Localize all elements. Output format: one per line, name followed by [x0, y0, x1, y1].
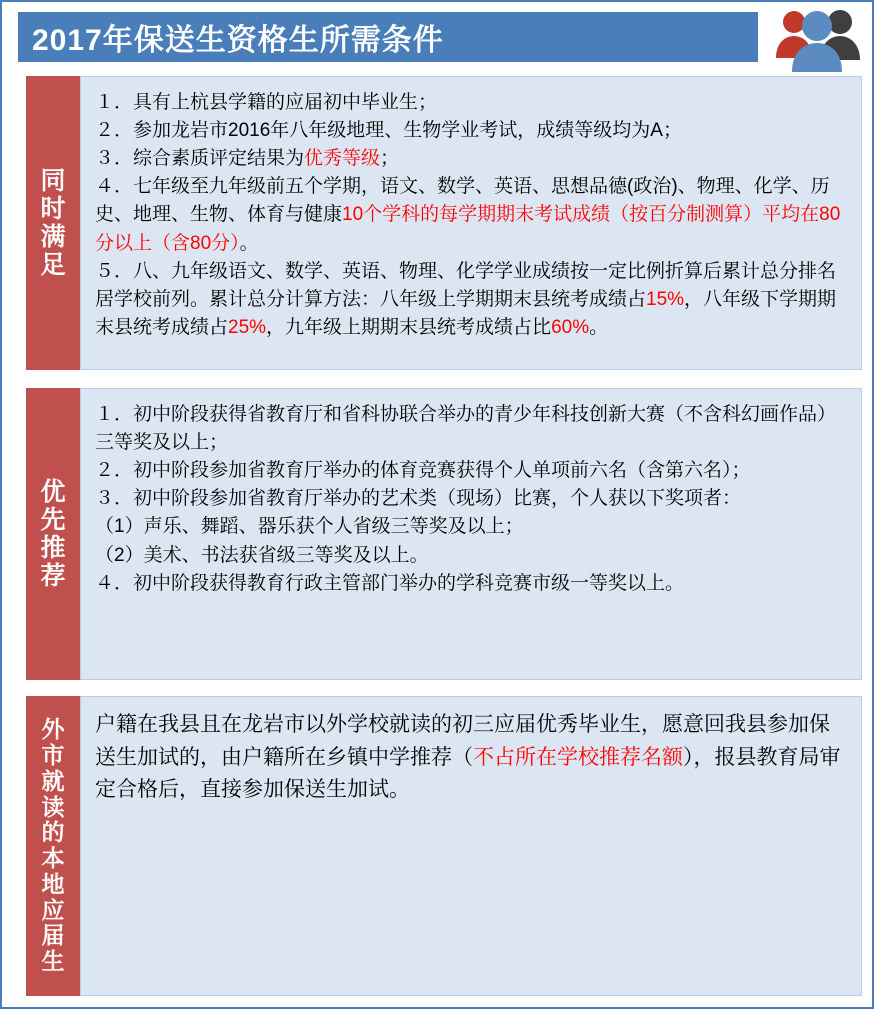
- tab-char: 荐: [40, 562, 66, 590]
- section-tab-label-3: [26, 696, 80, 996]
- highlighted-text: 25%: [228, 316, 267, 338]
- text-run: （2）美术、书法获省级三等奖及以上。: [95, 544, 429, 566]
- text-run: ；: [380, 148, 400, 170]
- tab-char: 应: [41, 896, 65, 923]
- requirement-item: [95, 457, 847, 485]
- text-run: 户籍在我县且在龙岩市以外学校就读的初三应届优秀毕业生，愿意回我县参加保送生加试的，由户籍所在乡镇中学推荐（: [95, 713, 830, 769]
- page-title: 2017年保送生资格生所需条件: [32, 24, 444, 57]
- requirement-item: [95, 258, 847, 342]
- requirement-item: [95, 173, 847, 257]
- text-run: １．具有上杭县学籍的应届初中毕业生；: [95, 92, 438, 113]
- text-run: ，九年级上期期末县统考成绩占比: [266, 316, 552, 338]
- text-run: ３．综合素质评定结果为: [95, 148, 305, 170]
- tab-char: 本: [41, 845, 65, 871]
- section-body-2: [80, 388, 862, 680]
- highlighted-text: 不占所在学校推荐名额: [473, 745, 683, 769]
- requirement-item: [95, 709, 847, 807]
- requirement-item: [95, 117, 847, 145]
- requirement-item: [95, 485, 847, 513]
- text-run: ３．初中阶段参加省教育厅举办的艺术类（现场）比赛，个人获以下奖项者：: [95, 488, 742, 510]
- text-run: 。: [589, 316, 609, 338]
- tab-char: 读: [41, 793, 65, 820]
- tab-char: 优: [40, 478, 66, 506]
- section-out-of-city-students: [26, 696, 862, 996]
- people-avatar-icon: [768, 2, 864, 74]
- tab-char: 地: [41, 870, 65, 897]
- tab-char: 足: [40, 251, 66, 279]
- text-run: ５．八、九年级语文、数学、英语、物理、化学学业成绩按一定比例折算后累计总分排名居学校前列。累计总分计算方法：八年级上学期期末县统考成绩占: [95, 260, 837, 310]
- text-run: ４．初中阶段获得教育行政主管部门举办的学科竞赛市级一等奖以上。: [95, 572, 685, 594]
- requirement-item: [95, 89, 847, 117]
- highlighted-text: 60%: [551, 316, 590, 338]
- requirement-item: [95, 401, 847, 457]
- tab-char: 就: [41, 767, 65, 794]
- section-body-3: [80, 696, 862, 996]
- tab-char: 满: [40, 223, 66, 251]
- section-tab-label-2: [26, 388, 80, 680]
- page-header-bar: [18, 12, 758, 62]
- text-run: ，八年级下学期期末县统考成绩占: [95, 288, 837, 338]
- highlighted-text: 15%: [646, 288, 685, 310]
- requirement-item: [95, 145, 847, 173]
- tab-char: 生: [41, 948, 65, 974]
- highlighted-text: 优秀等级: [304, 148, 381, 170]
- section-tab-label-1: [26, 76, 80, 370]
- text-run: 。: [239, 232, 259, 254]
- tab-char: 推: [40, 534, 66, 562]
- text-run: ４．七年级至九年级前五个学期，语文、数学、英语、思想品德(政治)、物理、化学、历史、地理、生物、体育与健康: [95, 176, 830, 226]
- text-run: ２．参加龙岩市2016年八年级地理、生物学业考试，成绩等级均为A；: [95, 120, 682, 142]
- requirement-item: [95, 570, 847, 598]
- tab-char: 时: [40, 195, 66, 223]
- tab-char: 外: [41, 716, 65, 743]
- tab-char: 届: [41, 922, 65, 949]
- text-run: ２．初中阶段参加省教育厅举办的体育竞赛获得个人单项前六名（含第六名）；: [95, 460, 751, 482]
- requirement-item: [95, 513, 847, 541]
- text-run: ），报县教育局审定合格后，直接参加保送生加试。: [95, 745, 841, 802]
- highlighted-text: 10个学科的每学期期末考试成绩（按百分制测算）平均在80分以上（含80分）: [95, 204, 841, 254]
- tab-char: 同: [40, 167, 66, 195]
- tab-char: 的: [41, 819, 65, 846]
- text-run: （1）声乐、舞蹈、器乐获个人省级三等奖及以上；: [95, 516, 524, 538]
- requirement-item: [95, 542, 847, 570]
- tab-char: 先: [40, 506, 66, 534]
- section-body-1: [80, 76, 862, 370]
- tab-char: 市: [41, 742, 65, 768]
- section-priority-recommendation: [26, 388, 862, 680]
- text-run: １．初中阶段获得省教育厅和省科协联合举办的青少年科技创新大赛（不含科幻画作品）三等奖及以上；: [95, 404, 837, 454]
- section-simultaneous-requirements: [26, 76, 862, 370]
